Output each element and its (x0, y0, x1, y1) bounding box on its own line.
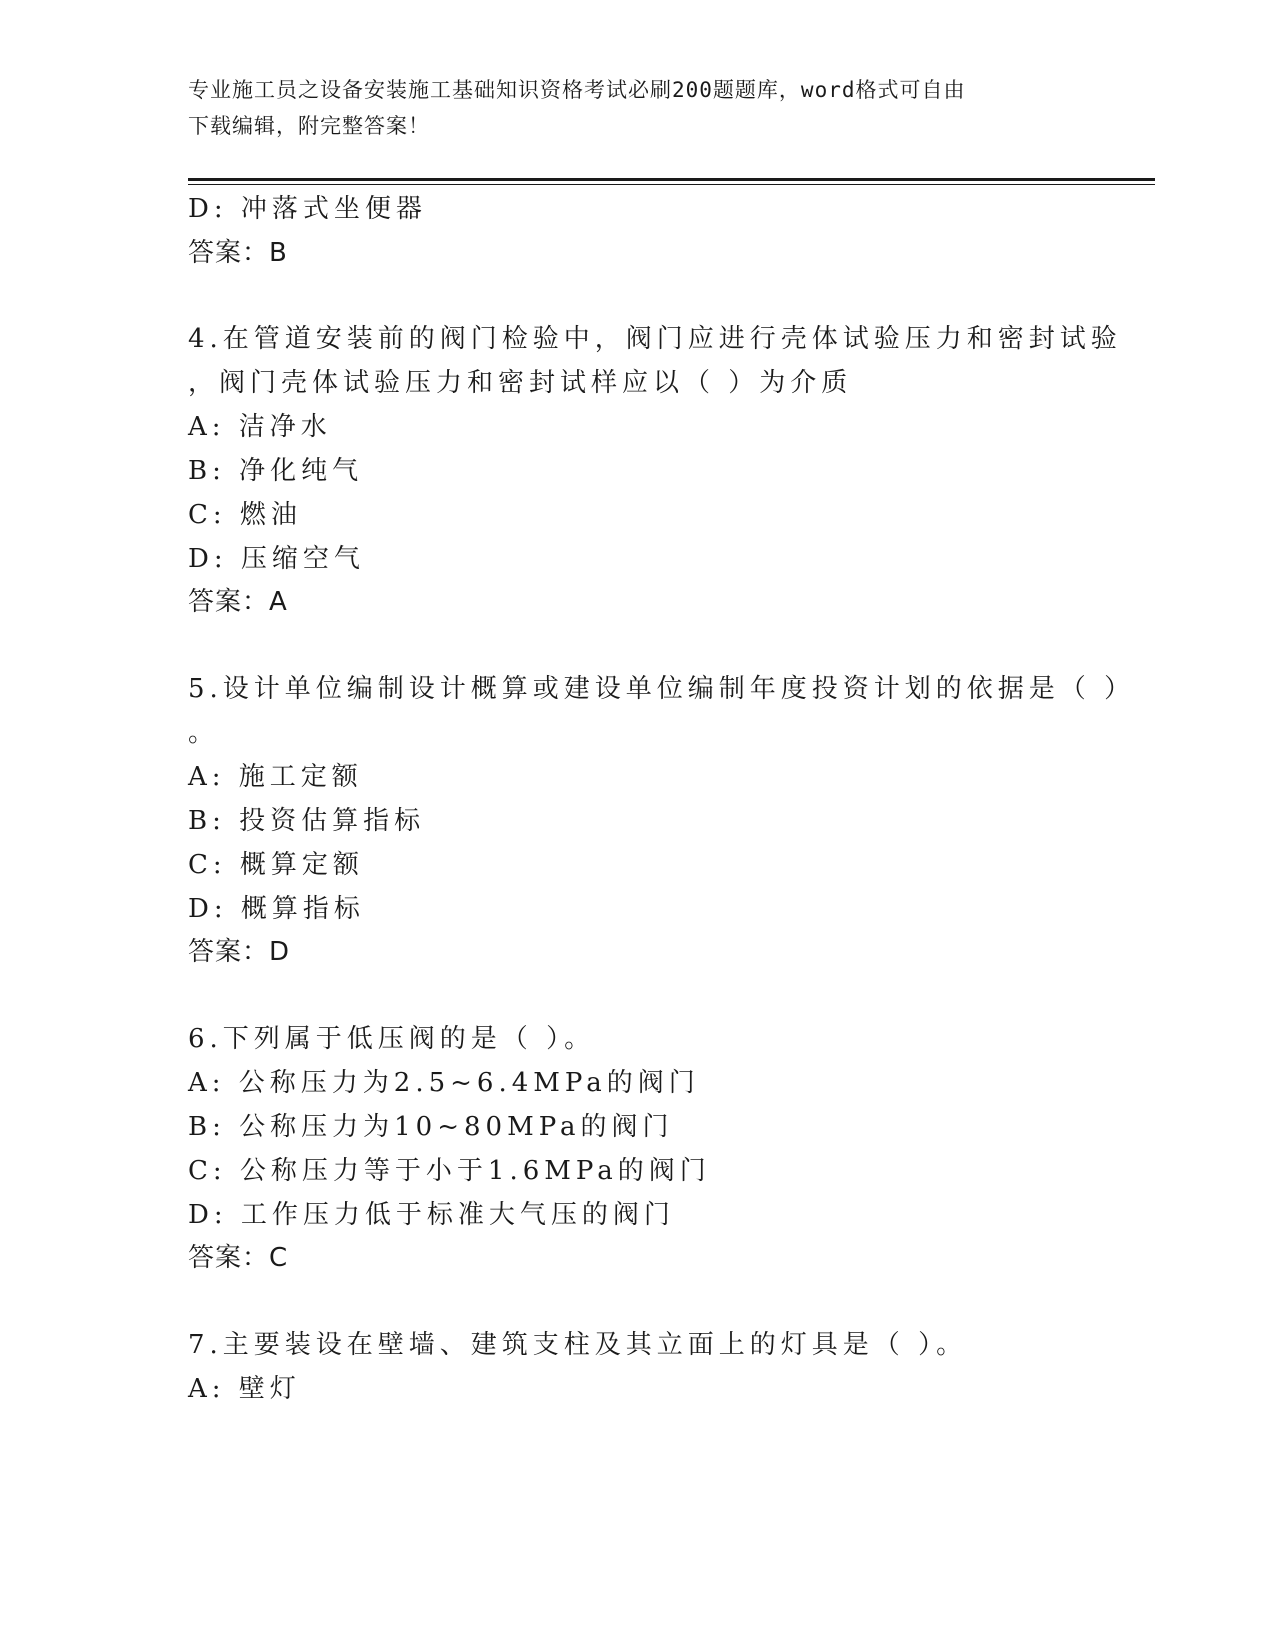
answer-3: 答案：B (188, 238, 288, 268)
question-7: 7.主要装设在壁墙、建筑支柱及其立面上的灯具是（ ）。 (188, 1330, 968, 1360)
header-line-2: 下载编辑，附完整答案！ (188, 114, 430, 138)
answer-4: 答案：A (188, 587, 288, 617)
question-5-line-2: 。 (188, 718, 220, 748)
question-4-line-2: ，阀门壳体试验压力和密封试样应以（ ）为介质 (188, 368, 853, 398)
question-5-line-1: 5.设计单位编制设计概算或建设单位编制年度投资计划的依据是（ ） (188, 674, 1136, 704)
question-6: 6.下列属于低压阀的是（ ）。 (188, 1024, 596, 1054)
option-6d: D: 工作压力低于标准大气压的阀门 (188, 1200, 675, 1230)
option-6c: C: 公称压力等于小于1.6MPa的阀门 (188, 1156, 711, 1186)
option-3d: D: 冲落式坐便器 (188, 194, 427, 224)
answer-6: 答案：C (188, 1243, 289, 1273)
option-4d: D: 压缩空气 (188, 544, 365, 574)
option-5c: C: 概算定额 (188, 850, 364, 880)
header-divider-thin (188, 184, 1155, 185)
header-line-1: 专业施工员之设备安装施工基础知识资格考试必刷200题题库，word格式可自由 (188, 78, 966, 102)
option-5d: D: 概算指标 (188, 894, 365, 924)
option-7a: A: 壁灯 (188, 1374, 301, 1404)
option-4a: A: 洁净水 (188, 412, 332, 442)
option-6a: A: 公称压力为2.5~6.4MPa的阀门 (188, 1068, 700, 1098)
option-4c: C: 燃油 (188, 500, 302, 530)
option-4b: B: 净化纯气 (188, 456, 364, 486)
option-6b: B: 公称压力为10~80MPa的阀门 (188, 1112, 674, 1142)
answer-5: 答案：D (188, 937, 291, 967)
document-header (188, 72, 1088, 144)
option-5a: A: 施工定额 (188, 762, 363, 792)
header-divider-thick (188, 178, 1155, 181)
question-4-line-1: 4.在管道安装前的阀门检验中，阀门应进行壳体试验压力和密封试验 (188, 324, 1122, 354)
option-5b: B: 投资估算指标 (188, 806, 426, 836)
